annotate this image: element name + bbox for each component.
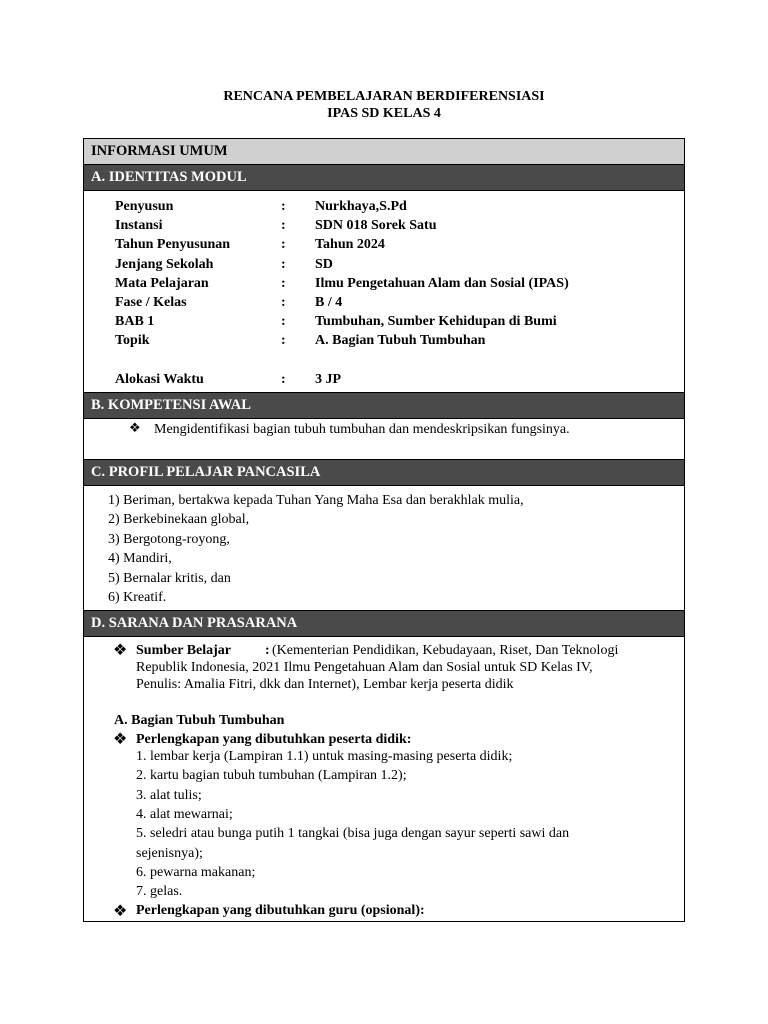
sumber-text-1: (Kementerian Pendidikan, Kebudayaan, Riset, Dan Teknologi [272, 643, 619, 658]
identity-colon: : [281, 372, 286, 387]
identity-label: Fase / Kelas [115, 295, 187, 310]
doc-subtitle: IPAS SD KELAS 4 [327, 106, 441, 121]
section-sarana-prasarana: D. SARANA DAN PRASARANA [83, 610, 685, 637]
identity-label: Penyusun [115, 199, 174, 214]
guru-label: Perlengkapan yang dibutuhkan guru (opsional): [136, 903, 425, 918]
identity-label: BAB 1 [115, 314, 155, 329]
section-informasi-umum: INFORMASI UMUM [83, 138, 685, 165]
diamond-bullet-icon: ❖ [129, 420, 141, 435]
identity-colon: : [281, 333, 286, 348]
identity-colon: : [281, 237, 286, 252]
sumber-text-3: Penulis: Amalia Fitri, dkk dan Internet), Lembar kerja peserta didik [136, 677, 514, 692]
profil-item: 1) Beriman, bertakwa kepada Tuhan Yang Maha Esa dan berakhlak mulia, [108, 493, 524, 508]
identity-colon: : [281, 314, 286, 329]
identity-label: Topik [115, 333, 150, 348]
sumber-colon: : [265, 643, 270, 658]
peserta-item: 4. alat mewarnai; [136, 806, 233, 822]
profil-item: 3) Bergotong-royong, [108, 531, 230, 547]
profil-item: 6) Kreatif. [108, 590, 167, 605]
identity-value: Tahun 2024 [315, 237, 385, 252]
diamond-bullet-icon: ❖ [113, 903, 128, 920]
identity-label: Jenjang Sekolah [115, 257, 214, 272]
identity-label: Instansi [115, 218, 163, 233]
identity-label: Mata Pelajaran [115, 276, 209, 291]
peserta-item: 5. seledri atau bunga putih 1 tangkai (bisa juga dengan sayur seperti sawi dan [136, 826, 570, 842]
identity-value: A. Bagian Tubuh Tumbuhan [315, 333, 486, 348]
profil-item: 2) Berkebinekaan global, [108, 512, 250, 528]
identity-colon: : [281, 276, 286, 291]
identity-label: Tahun Penyusunan [115, 237, 231, 252]
kompetensi-text: Mengidentifikasi bagian tubuh tumbuhan dan mendeskripsikan fungsinya. [154, 422, 570, 437]
profil-item: 4) Mandiri, [108, 551, 172, 567]
identity-value: 3 JP [315, 372, 342, 387]
identity-value: SDN 018 Sorek Satu [315, 218, 437, 233]
diamond-bullet-icon: ❖ [113, 642, 128, 659]
identity-value: Nurkhaya,S.Pd [315, 199, 407, 214]
identity-value: Tumbuhan, Sumber Kehidupan di Bumi [315, 314, 557, 329]
identity-value: B / 4 [315, 295, 343, 310]
doc-title: RENCANA PEMBELAJARAN BERDIFERENSIASI [223, 89, 545, 104]
peserta-item: 7. gelas. [136, 884, 183, 900]
peserta-label: Perlengkapan yang dibutuhkan peserta didik: [136, 732, 412, 747]
identity-value: SD [315, 257, 333, 272]
peserta-item: 2. kartu bagian tubuh tumbuhan (Lampiran 1.2); [136, 768, 407, 784]
identity-colon: : [281, 257, 286, 272]
peserta-item: 6. pewarna makanan; [136, 864, 256, 880]
diamond-bullet-icon: ❖ [113, 731, 128, 748]
identity-colon: : [281, 199, 286, 214]
profil-item: 5) Bernalar kritis, dan [108, 570, 231, 586]
peserta-item: sejenisnya); [136, 845, 203, 861]
identity-value: Ilmu Pengetahuan Alam dan Sosial (IPAS) [315, 276, 569, 291]
sumber-label: Sumber Belajar [136, 643, 232, 658]
identity-colon: : [281, 295, 286, 310]
section-profil-pelajar: C. PROFIL PELAJAR PANCASILA [83, 459, 685, 486]
section-identitas-modul: A. IDENTITAS MODUL [83, 164, 685, 191]
peserta-item: 3. alat tulis; [136, 787, 202, 803]
sumber-text-2: Republik Indonesia, 2021 Ilmu Pengetahuan Alam dan Sosial untuk SD Kelas IV, [136, 660, 593, 675]
identity-colon: : [281, 218, 286, 233]
subheading: A. Bagian Tubuh Tumbuhan [114, 713, 285, 728]
section-kompetensi-awal: B. KOMPETENSI AWAL [83, 392, 685, 419]
identity-label: Alokasi Waktu [115, 372, 204, 387]
peserta-item: 1. lembar kerja (Lampiran 1.1) untuk masing-masing peserta didik; [136, 749, 513, 764]
